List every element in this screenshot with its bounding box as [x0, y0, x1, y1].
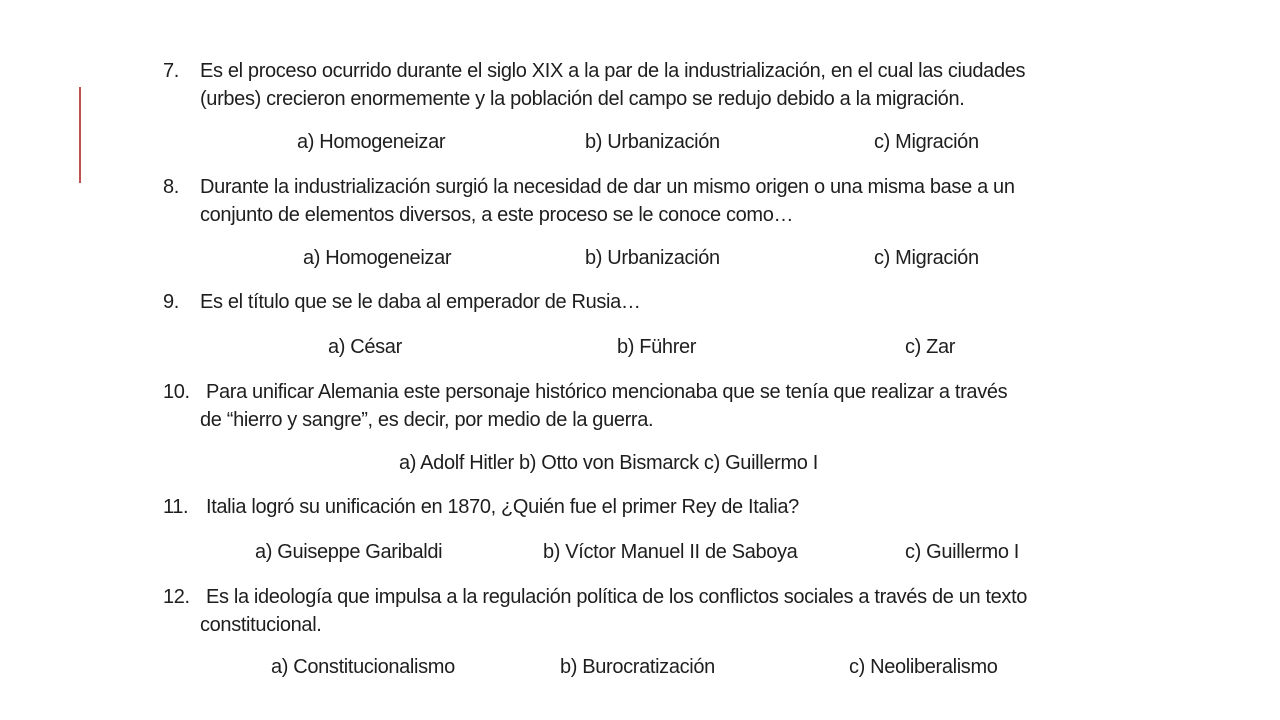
question-number: 11. [163, 496, 189, 518]
option-c: c) Neoliberalismo [849, 656, 998, 678]
question-text-line-1: Para unificar Alemania este personaje histórico mencionaba que se tenía que realizar a través [206, 381, 1008, 403]
accent-line [79, 87, 81, 183]
option-c: c) Guillermo I [905, 541, 1020, 563]
question-number: 8. [163, 176, 179, 198]
question-text-line-1: Italia logró su unificación en 1870, ¿Quién fue el primer Rey de Italia? [206, 496, 799, 518]
option-c: c) Migración [874, 247, 979, 269]
option-b: b) Burocratización [560, 656, 715, 678]
option-a: a) Guiseppe Garibaldi [255, 541, 443, 563]
question-text-line-2: conjunto de elementos diversos, a este proceso se le conoce como… [200, 204, 794, 226]
question-text-line-1: Es la ideología que impulsa a la regulación política de los conflictos sociales a través de un texto [206, 586, 1028, 608]
question-number: 10. [163, 381, 190, 403]
option-a: a) Constitucionalismo [271, 656, 455, 678]
option-b: b) Urbanización [585, 247, 720, 269]
question-number: 7. [163, 60, 179, 82]
question-text-line-2: constitucional. [200, 614, 322, 636]
option-a: a) Homogeneizar [297, 131, 446, 153]
option-a: a) César [328, 336, 402, 358]
question-number: 12. [163, 586, 190, 608]
question-text-line-1: Es el proceso ocurrido durante el siglo XIX a la par de la industrialización, en el cual las ciudades [200, 60, 1026, 82]
question-text-line-1: Es el título que se le daba al emperador de Rusia… [200, 291, 641, 313]
question-number: 9. [163, 291, 179, 313]
option-a: a) Homogeneizar [303, 247, 452, 269]
option-c: c) Migración [874, 131, 979, 153]
options-inline: a) Adolf Hitler b) Otto von Bismarck c) Guillermo I [399, 452, 818, 474]
question-text-line-2: de “hierro y sangre”, es decir, por medio de la guerra. [200, 409, 654, 431]
option-b: b) Führer [617, 336, 697, 358]
option-c: c) Zar [905, 336, 956, 358]
option-b: b) Víctor Manuel II de Saboya [543, 541, 798, 563]
question-text-line-1: Durante la industrialización surgió la necesidad de dar un mismo origen o una misma base a un [200, 176, 1015, 198]
option-b: b) Urbanización [585, 131, 720, 153]
question-text-line-2: (urbes) crecieron enormemente y la población del campo se redujo debido a la migración. [200, 88, 965, 110]
